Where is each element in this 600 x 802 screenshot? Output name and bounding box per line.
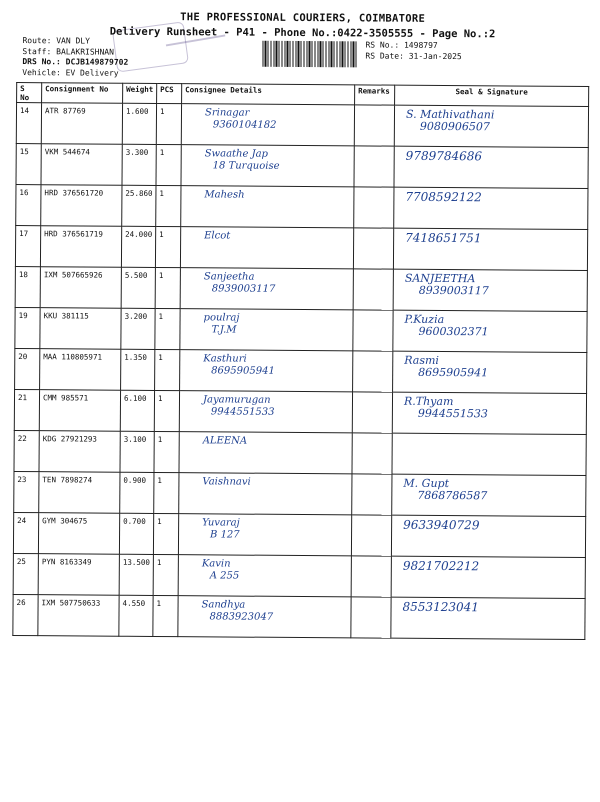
row-signature bbox=[391, 556, 585, 598]
row-consignee-details bbox=[178, 555, 351, 597]
col-header-sno: S No bbox=[17, 83, 42, 103]
handwritten-consignee-text: Sanjeetha bbox=[203, 271, 255, 283]
handwritten-consignee-text: Mahesh bbox=[204, 189, 245, 201]
row-weight: 3.300 bbox=[122, 144, 156, 185]
handwritten-signature-text: SANJEETHA bbox=[404, 271, 476, 286]
row-pcs: 1 bbox=[155, 349, 180, 390]
row-consignment-no: ATR 87769 bbox=[41, 103, 122, 145]
row-signature bbox=[394, 105, 588, 147]
row-consignment-no: GYM 304675 bbox=[38, 513, 119, 555]
row-remarks bbox=[352, 392, 392, 433]
row-remarks bbox=[352, 433, 392, 474]
row-consignment-no: VKM 544674 bbox=[41, 144, 122, 186]
row-signature bbox=[392, 392, 586, 434]
row-consignee-details bbox=[178, 596, 351, 638]
row-sno: 21 bbox=[14, 390, 39, 431]
row-pcs: 1 bbox=[154, 431, 179, 472]
handwritten-consignee-text: Jayamurugan bbox=[202, 394, 271, 406]
row-signature bbox=[394, 146, 588, 188]
table-row bbox=[16, 103, 588, 148]
handwritten-signature-text: 9080906507 bbox=[419, 119, 490, 134]
handwritten-consignee-text: 8939003117 bbox=[211, 283, 276, 295]
handwritten-signature-text: 7418651751 bbox=[405, 230, 482, 246]
company-name: THE PROFESSIONAL COURIERS, COIMBATORE bbox=[180, 11, 426, 25]
row-consignee-details bbox=[180, 227, 353, 269]
handwritten-signature-text: 9944551533 bbox=[417, 406, 488, 421]
handwritten-consignee-text: A 255 bbox=[209, 570, 240, 582]
handwritten-consignee-text: Sandhya bbox=[201, 599, 246, 611]
handwritten-signature-text: 7708592122 bbox=[405, 189, 482, 205]
row-remarks bbox=[351, 515, 391, 556]
row-remarks bbox=[354, 187, 394, 228]
col-header-remarks: Remarks bbox=[355, 85, 395, 105]
handwritten-consignee-text: poulraj bbox=[203, 312, 240, 324]
row-consignment-no: HRD 376561719 bbox=[40, 226, 121, 268]
staff-text: Staff: BALAKRISHNAN bbox=[22, 46, 114, 57]
row-signature bbox=[394, 187, 588, 229]
row-sno: 23 bbox=[14, 472, 39, 513]
row-weight: 24.000 bbox=[121, 226, 155, 267]
table-row bbox=[14, 431, 586, 476]
table-row bbox=[13, 554, 585, 599]
row-consignment-no: IXM 507665926 bbox=[40, 267, 121, 309]
barcode bbox=[262, 41, 358, 68]
row-sno: 19 bbox=[15, 308, 40, 349]
rs-number: RS No.: 1498797 bbox=[365, 40, 438, 50]
row-weight: 13.500 bbox=[119, 554, 153, 595]
row-remarks bbox=[353, 228, 393, 269]
row-sno: 26 bbox=[13, 595, 38, 636]
row-weight: 1.350 bbox=[121, 349, 155, 390]
row-consignee-details bbox=[178, 514, 351, 556]
row-remarks bbox=[354, 146, 394, 187]
table-row bbox=[15, 226, 587, 271]
row-signature bbox=[391, 597, 585, 639]
handwritten-signature-text: 9821702212 bbox=[402, 558, 480, 574]
handwritten-signature-text: 9789784686 bbox=[405, 148, 483, 164]
row-pcs: 1 bbox=[155, 308, 180, 349]
row-consignee-details bbox=[180, 268, 353, 310]
handwritten-consignee-text: Yuvaraj bbox=[202, 517, 240, 529]
row-pcs: 1 bbox=[153, 554, 178, 595]
col-header-signature: Seal & Signature bbox=[395, 85, 589, 106]
row-consignment-no: HRD 376561720 bbox=[41, 185, 122, 227]
row-weight: 25.860 bbox=[122, 185, 156, 226]
row-weight: 0.900 bbox=[120, 472, 154, 513]
row-weight: 3.100 bbox=[120, 431, 154, 472]
handwritten-signature-text: M. Gupt bbox=[403, 476, 450, 491]
row-remarks bbox=[354, 105, 394, 146]
col-header-consignee: Consignee Details bbox=[182, 84, 355, 105]
col-header-pcs: PCS bbox=[157, 83, 182, 103]
drs-text: DRS No.: DCJB149879702 bbox=[22, 57, 129, 67]
table-row bbox=[14, 472, 586, 517]
row-weight: 5.500 bbox=[121, 267, 155, 308]
handwritten-signature-text: 7868786587 bbox=[417, 488, 488, 503]
row-remarks bbox=[351, 556, 391, 597]
handwritten-consignee-text: Elcot bbox=[204, 230, 231, 242]
runsheet-meta-left bbox=[22, 36, 128, 79]
row-sno: 22 bbox=[14, 431, 39, 472]
row-signature bbox=[391, 515, 585, 557]
row-weight: 1.600 bbox=[122, 103, 156, 144]
table-row bbox=[14, 390, 586, 435]
row-pcs: 1 bbox=[154, 390, 179, 431]
row-signature bbox=[392, 433, 586, 475]
row-consignment-no: PYN 8163349 bbox=[38, 554, 119, 596]
handwritten-consignee-text: Srinagar bbox=[204, 107, 250, 119]
table-row bbox=[16, 144, 588, 189]
row-sno: 14 bbox=[16, 103, 41, 144]
row-signature bbox=[393, 351, 587, 393]
row-pcs: 1 bbox=[156, 144, 181, 185]
row-consignment-no: KDG 27921293 bbox=[39, 431, 120, 473]
col-header-weight: Weight bbox=[123, 83, 157, 103]
row-pcs: 1 bbox=[154, 472, 179, 513]
handwritten-signature-text bbox=[396, 437, 583, 438]
handwritten-consignee-text: Vaishnavi bbox=[202, 476, 251, 488]
row-remarks bbox=[351, 597, 391, 638]
table-row bbox=[15, 308, 587, 353]
row-pcs: 1 bbox=[153, 513, 178, 554]
row-pcs: 1 bbox=[156, 103, 181, 144]
row-consignment-no: TEN 7898274 bbox=[39, 472, 120, 514]
row-sno: 18 bbox=[15, 267, 40, 308]
handwritten-signature-text: 8939003117 bbox=[418, 283, 489, 298]
row-signature bbox=[393, 269, 587, 311]
row-weight: 6.100 bbox=[120, 390, 154, 431]
table-row bbox=[13, 513, 585, 558]
row-weight: 3.200 bbox=[121, 308, 155, 349]
row-consignment-no: KKU 381115 bbox=[40, 308, 121, 350]
row-signature bbox=[393, 228, 587, 270]
handwritten-signature-text: Rasmi bbox=[404, 353, 440, 367]
row-sno: 24 bbox=[13, 513, 38, 554]
row-consignee-details bbox=[181, 186, 354, 228]
handwritten-consignee-text: 9360104182 bbox=[212, 119, 277, 131]
handwritten-consignee-text: 9944551533 bbox=[210, 406, 275, 418]
row-consignee-details bbox=[181, 145, 354, 187]
rs-date: RS Date: 31-Jan-2025 bbox=[365, 50, 462, 61]
runsheet-meta-right bbox=[365, 40, 461, 62]
row-remarks bbox=[353, 351, 393, 392]
row-consignee-details bbox=[180, 309, 353, 351]
row-consignee-details bbox=[179, 432, 352, 474]
row-pcs: 1 bbox=[155, 226, 180, 267]
row-consignee-details bbox=[179, 473, 352, 515]
vehicle-text: Vehicle: EV Delivery bbox=[22, 67, 119, 78]
handwritten-consignee-text: ALEENA bbox=[202, 435, 248, 447]
table-row bbox=[15, 349, 587, 394]
table-row bbox=[15, 267, 587, 312]
row-pcs: 1 bbox=[156, 185, 181, 226]
handwritten-signature-text: 8695905941 bbox=[418, 365, 489, 380]
row-consignee-details bbox=[179, 391, 352, 433]
handwritten-consignee-text: Kasthuri bbox=[203, 353, 247, 365]
runsheet-title: Delivery Runsheet - P41 - Phone No.:0422-3505555 - Page No.:2 bbox=[109, 25, 496, 41]
handwritten-consignee-text: 18 Turquoise bbox=[212, 160, 280, 172]
row-consignment-no: CMM 985571 bbox=[39, 390, 120, 432]
handwritten-consignee-text: 8695905941 bbox=[211, 365, 275, 377]
row-consignment-no: IXM 507750633 bbox=[38, 595, 119, 637]
handwritten-signature-text: P.Kuzia bbox=[404, 312, 445, 327]
row-weight: 4.550 bbox=[119, 595, 153, 636]
row-consignee-details bbox=[180, 350, 353, 392]
row-pcs: 1 bbox=[153, 595, 178, 636]
handwritten-signature-text: R.Thyam bbox=[403, 394, 454, 409]
delivery-table bbox=[12, 82, 589, 640]
row-signature bbox=[393, 310, 587, 352]
handwritten-signature-text: S. Mathivathani bbox=[405, 107, 495, 122]
row-sno: 20 bbox=[15, 349, 40, 390]
row-sno: 15 bbox=[16, 144, 41, 185]
route-text: Route: VAN DLY bbox=[22, 36, 90, 46]
row-weight: 0.700 bbox=[119, 513, 153, 554]
handwritten-signature-text: 9633940729 bbox=[403, 517, 480, 533]
row-consignee-details bbox=[181, 104, 354, 146]
row-remarks bbox=[352, 474, 392, 515]
handwritten-signature-text: 9600302371 bbox=[418, 324, 489, 339]
handwritten-consignee-text: 8883923047 bbox=[209, 611, 274, 623]
handwritten-consignee-text: Kavin bbox=[201, 558, 231, 570]
table-body bbox=[13, 103, 589, 640]
handwritten-signature-text: 8553123041 bbox=[402, 599, 479, 615]
row-remarks bbox=[353, 269, 393, 310]
row-signature bbox=[392, 474, 586, 516]
col-header-consignment: Consignment No bbox=[42, 83, 123, 104]
table-row bbox=[16, 185, 588, 230]
table-row bbox=[13, 595, 585, 640]
row-sno: 25 bbox=[13, 554, 38, 595]
row-remarks bbox=[353, 310, 393, 351]
row-sno: 16 bbox=[16, 185, 41, 226]
handwritten-consignee-text: T.J.M bbox=[211, 324, 237, 336]
row-pcs: 1 bbox=[155, 267, 180, 308]
handwritten-consignee-text: B 127 bbox=[210, 529, 240, 541]
handwritten-consignee-text: Swaathe Jap bbox=[204, 148, 269, 160]
row-sno: 17 bbox=[15, 226, 40, 267]
row-consignment-no: MAA 110805971 bbox=[40, 349, 121, 391]
